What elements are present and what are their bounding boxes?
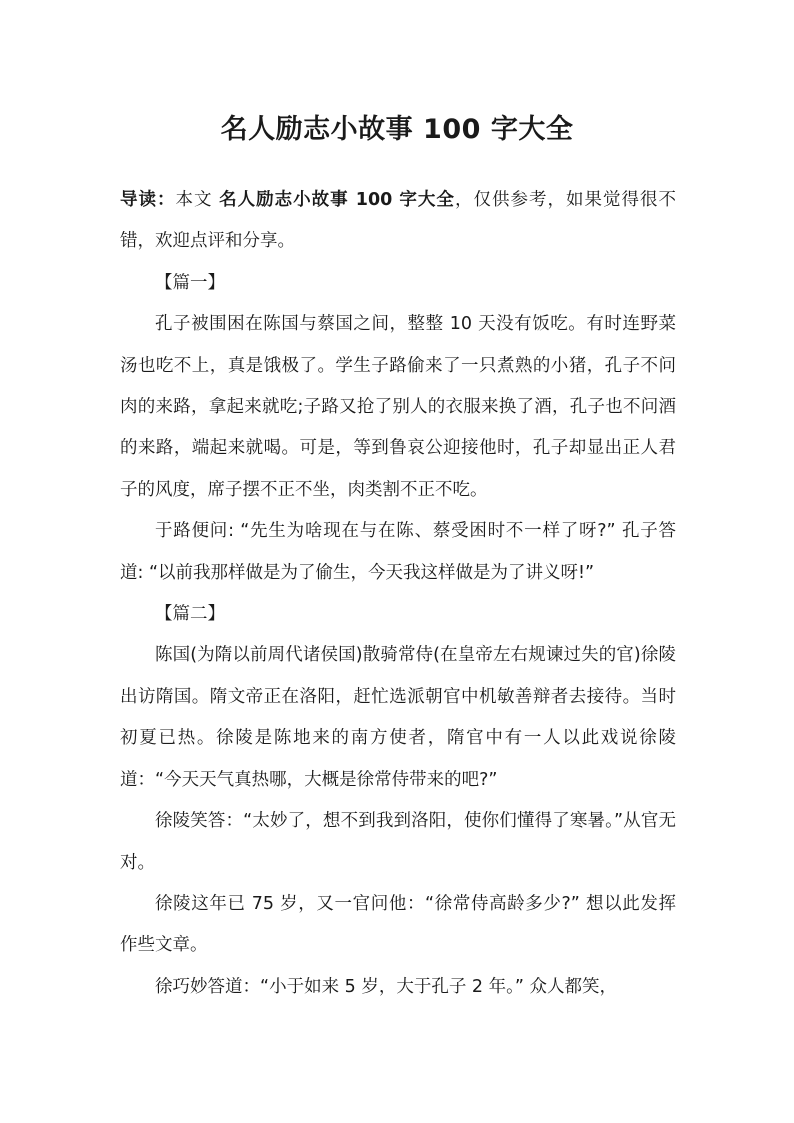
section-paragraph: 徐陵这年已 75 岁，又一官问他：“徐常侍高龄多少?” 想以此发挥作些文章。 <box>120 893 676 956</box>
document-title: 名人励志小故事 100 字大全 <box>220 114 574 145</box>
section-heading: 【篇二】 <box>155 604 225 625</box>
intro-suffix: ，仅供参考，如果觉得很不错，欢迎点评和分享。 <box>120 190 677 252</box>
section-heading: 【篇一】 <box>155 272 225 293</box>
section-paragraph: 徐巧妙答道：“小于如来 5 岁，大于孔子 2 年。” 众人都笑， <box>155 976 617 997</box>
section-paragraph: 陈国(为隋以前周代诸侯国)散骑常侍(在皇帝左右规谏过失的官)徐陵出访隋国。隋文帝正在洛阳，赶忙选派朝官中机敏善辩者去接待。当时初夏已热。徐陵是陈地来的南方使者，隋官中有一人以此戏说徐陵道：“今天天气真热哪，大概是徐常侍带来的吧?” <box>120 645 676 790</box>
section-paragraph: 孔子被围困在陈国与蔡国之间，整整 10 天没有饭吃。有时连野菜汤也吃不上，真是饿极了。学生子路偷来了一只煮熟的小猪，孔子不问肉的来路，拿起来就吃;子路又抢了别人的衣服来换了酒，孔子也不问酒的来路，端起来就喝。可是，等到鲁哀公迎接他时，孔子却显出正人君子的风度，席子摆不正不坐，肉类割不正不吃。 <box>120 314 676 500</box>
section-paragraph: 于路便问: “先生为啥现在与在陈、蔡受困时不一样了呀?” 孔子答道: “以前我那样做是为了偷生，今天我这样做是为了讲义呀!” <box>120 521 676 583</box>
intro-paragraph <box>120 180 676 263</box>
section-paragraph: 徐陵笑答：“太妙了，想不到我到洛阳，使你们懂得了寒暑。”从官无对。 <box>120 811 676 873</box>
intro-prefix-text: 本文 <box>175 190 220 210</box>
intro-title-ref: 名人励志小故事 100 字大全 <box>219 190 455 210</box>
document-body <box>120 180 676 1008</box>
intro-label: 导读： <box>120 190 176 210</box>
